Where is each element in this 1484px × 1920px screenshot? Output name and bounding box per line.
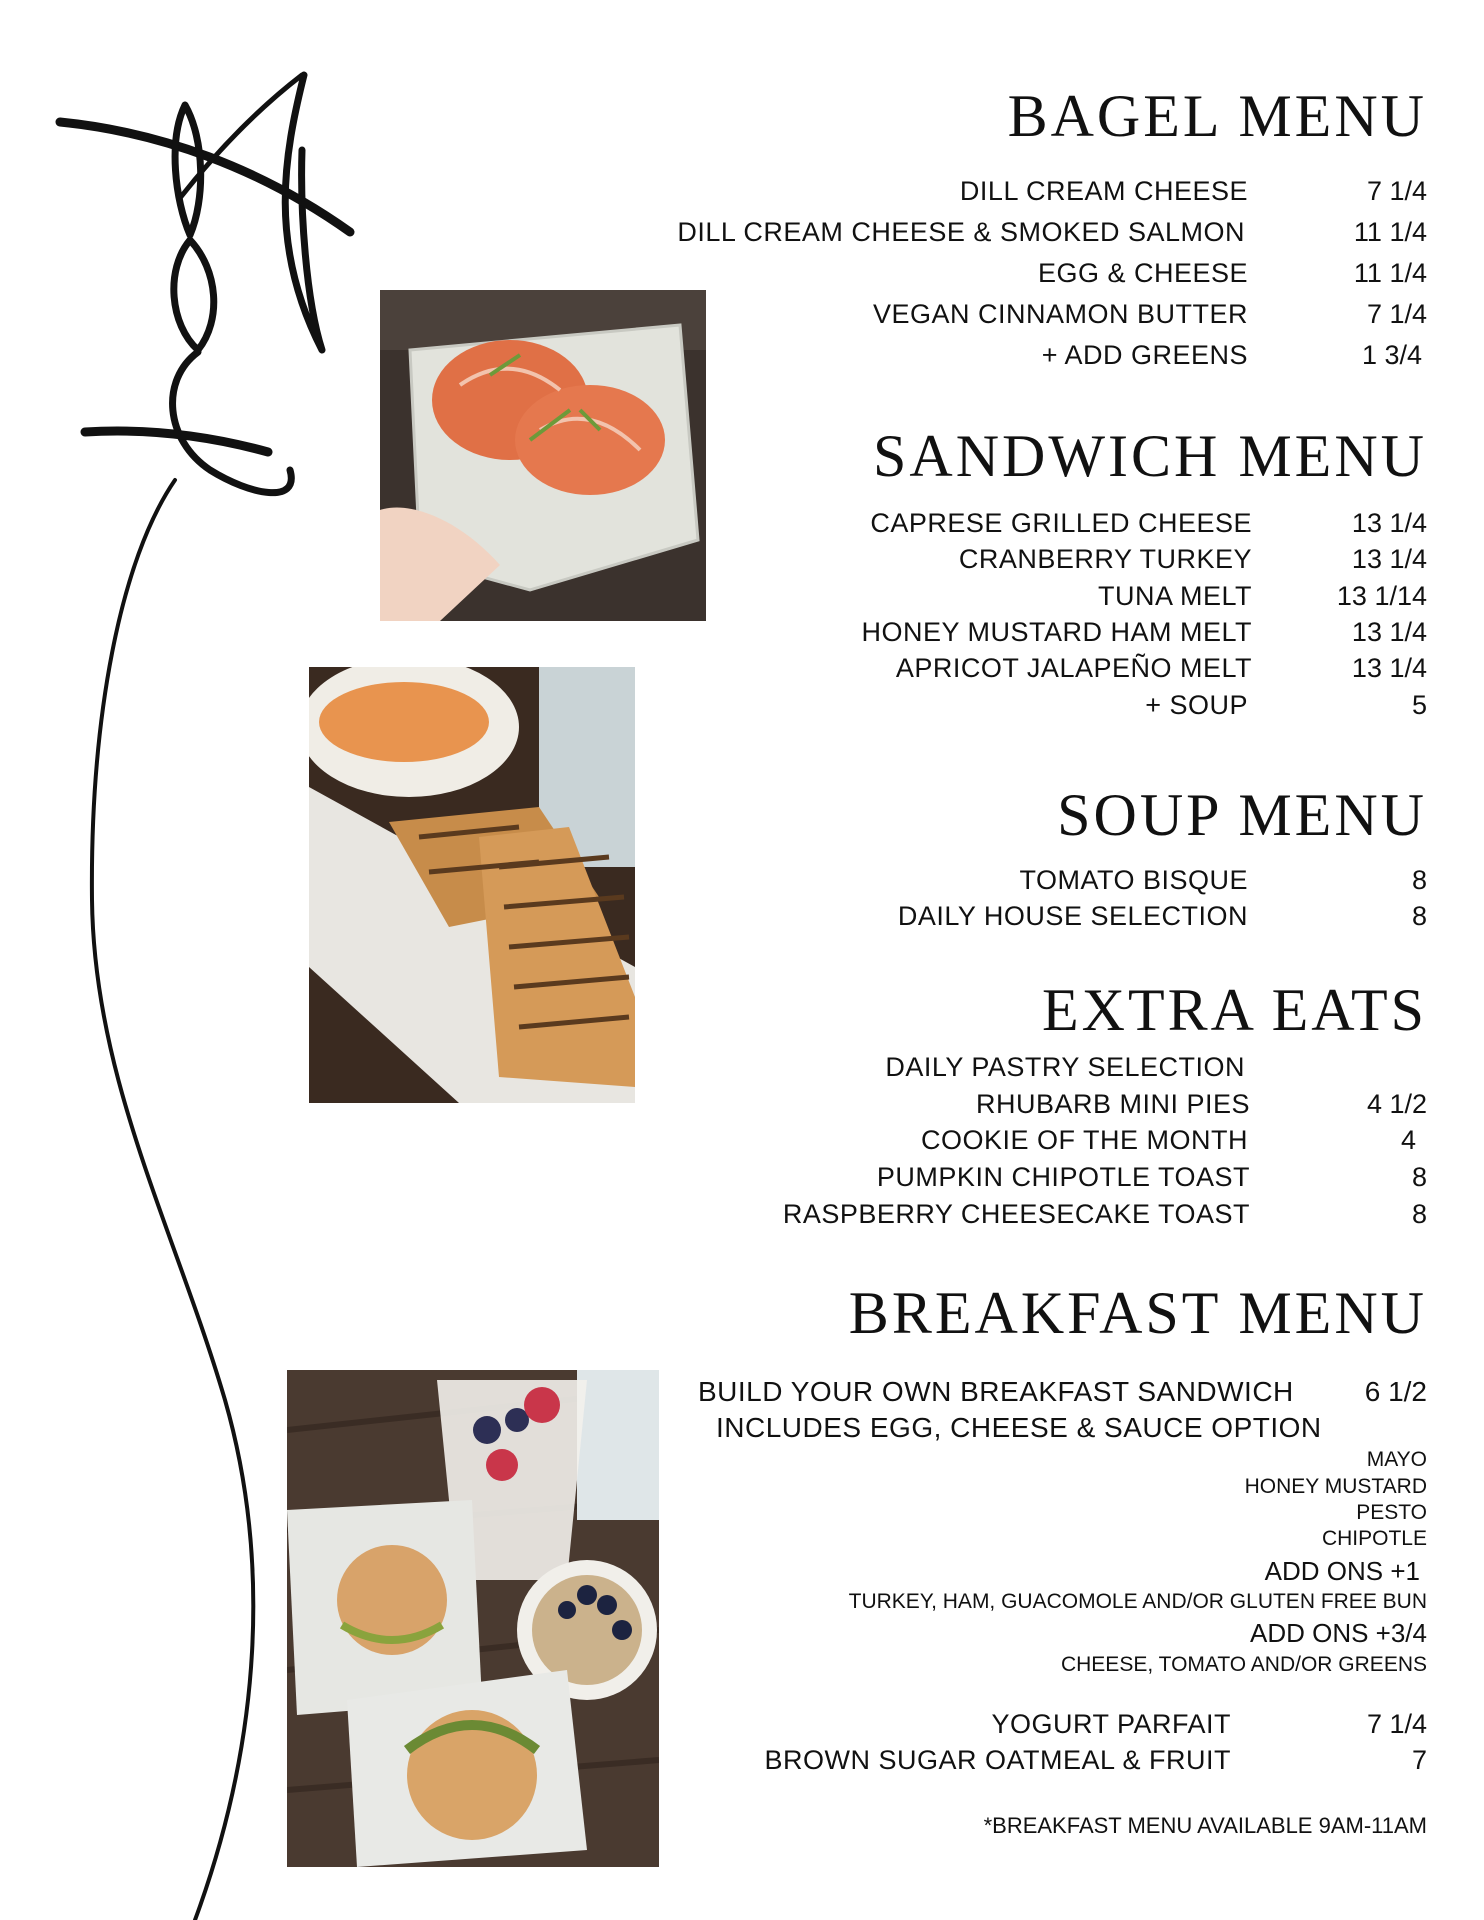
sauce-option: CHIPOTLE [1321, 1527, 1427, 1550]
menu-item-price: 13 1/4 [1351, 508, 1427, 538]
menu-item-price: 1 3/4 [1361, 340, 1422, 370]
menu-item-price: 13 1/14 [1336, 581, 1427, 611]
menu-item-price: 8 [1411, 1162, 1427, 1192]
sandwich-photo [309, 667, 635, 1103]
menu-item-price: 11 1/4 [1353, 258, 1427, 288]
menu-item-price: 8 [1411, 865, 1427, 895]
bagel-photo [380, 290, 706, 621]
menu-item-price: 13 1/4 [1351, 653, 1427, 683]
addons-2-detail: CHEESE, TOMATO AND/OR GREENS [1060, 1653, 1427, 1676]
script-title-text: food [0, 0, 2, 1]
menu-item-price: 7 1/4 [1366, 1709, 1427, 1739]
bagel-menu-title: BAGEL MENU [1007, 83, 1427, 149]
sandwich-menu-title: SANDWICH MENU [873, 423, 1427, 489]
sauce-option: HONEY MUSTARD [1244, 1475, 1427, 1498]
sauce-option: PESTO [1356, 1501, 1427, 1524]
sauce-option: MAYO [1366, 1448, 1427, 1471]
menu-item-price: 7 1/4 [1366, 176, 1427, 206]
menu-item-price: 8 [1411, 1199, 1427, 1229]
menu-item-price: 11 1/4 [1353, 217, 1427, 247]
menu-item-price: 4 1/2 [1366, 1089, 1427, 1119]
menu-item-price: 7 [1411, 1745, 1427, 1775]
addons-1-title: ADD ONS +1 [1264, 1556, 1420, 1586]
breakfast-photo [287, 1370, 659, 1867]
breakfast-availability-note: *BREAKFAST MENU AVAILABLE 9AM-11AM [983, 1813, 1427, 1838]
build-sandwich-includes: INCLUDES EGG, CHEESE & SAUCE OPTION [716, 1412, 1322, 1443]
build-sandwich-name: BUILD YOUR OWN BREAKFAST SANDWICH [698, 1376, 1294, 1407]
menu-item-price: 7 1/4 [1366, 299, 1427, 329]
breakfast-menu-title: BREAKFAST MENU [848, 1280, 1427, 1346]
menu-item-price: 4 [1400, 1125, 1416, 1155]
menu-item-price: 13 1/4 [1351, 544, 1427, 574]
extra-eats-title: EXTRA EATS [1041, 977, 1427, 1043]
build-sandwich-price: 6 1/2 [1364, 1376, 1427, 1407]
menu-item-price: 5 [1411, 690, 1427, 720]
soup-menu-title: SOUP MENU [1057, 782, 1427, 848]
addons-1-detail: TURKEY, HAM, GUACOMOLE AND/OR GLUTEN FREE BUN [848, 1590, 1427, 1613]
menu-item-price: 13 1/4 [1351, 617, 1427, 647]
addons-2-title: ADD ONS +3/4 [1249, 1618, 1427, 1648]
menu-item-price: 8 [1411, 901, 1427, 931]
